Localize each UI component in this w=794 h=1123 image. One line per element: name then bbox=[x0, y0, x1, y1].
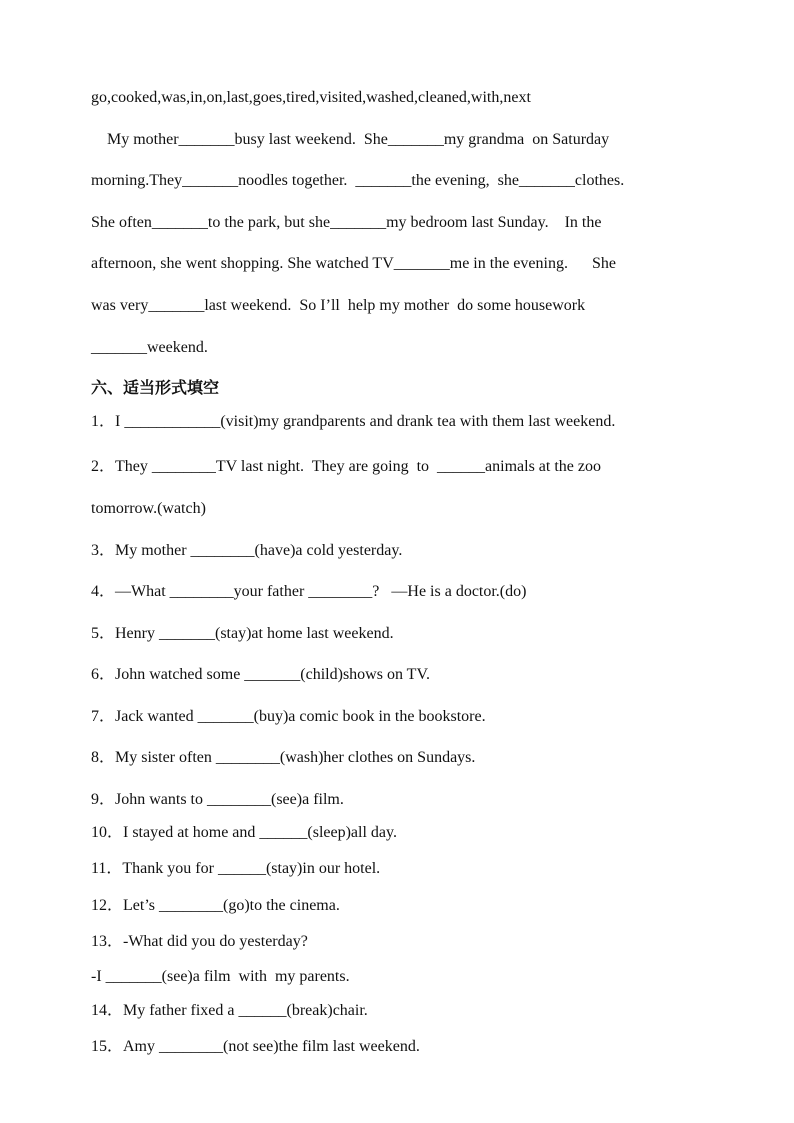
passage-line: afternoon, she went shopping. She watched TV_______me in the evening. She bbox=[91, 255, 616, 272]
exercise-item: 15．Amy ________(not see)the film last weekend. bbox=[91, 1038, 420, 1055]
exercise-item: 7．Jack wanted _______(buy)a comic book in the bookstore. bbox=[91, 708, 486, 725]
exercise-item: 2．They ________TV last night. They are going to ______animals at the zoo bbox=[91, 458, 601, 475]
exercise-item: 9．John wants to ________(see)a film. bbox=[91, 791, 344, 808]
exercise-item: 10．I stayed at home and ______(sleep)all day. bbox=[91, 824, 397, 841]
exercise-item: 3．My mother ________(have)a cold yesterday. bbox=[91, 542, 403, 559]
passage-line: morning.They_______noodles together. _______the evening, she_______clothes. bbox=[91, 172, 625, 189]
passage-line: My mother_______busy last weekend. She_______my grandma on Saturday bbox=[91, 131, 610, 148]
exercise-item: tomorrow.(watch) bbox=[91, 500, 206, 517]
passage-line: She often_______to the park, but she_______my bedroom last Sunday. In the bbox=[91, 214, 602, 231]
exercise-item: 13．-What did you do yesterday? bbox=[91, 933, 308, 950]
exercise-item: 1．I ____________(visit)my grandparents and drank tea with them last weekend. bbox=[91, 413, 616, 430]
exercise-item: 4．—What ________your father ________? —He is a doctor.(do) bbox=[91, 583, 527, 600]
exercise-item: -I _______(see)a film with my parents. bbox=[91, 968, 350, 985]
word-bank: go,cooked,was,in,on,last,goes,tired,visited,washed,cleaned,with,next bbox=[91, 89, 531, 106]
exercise-item: 8．My sister often ________(wash)her clothes on Sundays. bbox=[91, 749, 476, 766]
passage-line: _______weekend. bbox=[91, 339, 208, 356]
passage-line: was very_______last weekend. So I’ll help my mother do some housework bbox=[91, 297, 586, 314]
exercise-item: 14．My father fixed a ______(break)chair. bbox=[91, 1002, 368, 1019]
exercise-item: 12．Let’s ________(go)to the cinema. bbox=[91, 897, 340, 914]
section-heading: 六、适当形式填空 bbox=[91, 378, 220, 397]
exercise-item: 11．Thank you for ______(stay)in our hotel. bbox=[91, 860, 381, 877]
exercise-item: 5．Henry _______(stay)at home last weekend. bbox=[91, 625, 394, 642]
exercise-item: 6．John watched some _______(child)shows on TV. bbox=[91, 666, 430, 683]
